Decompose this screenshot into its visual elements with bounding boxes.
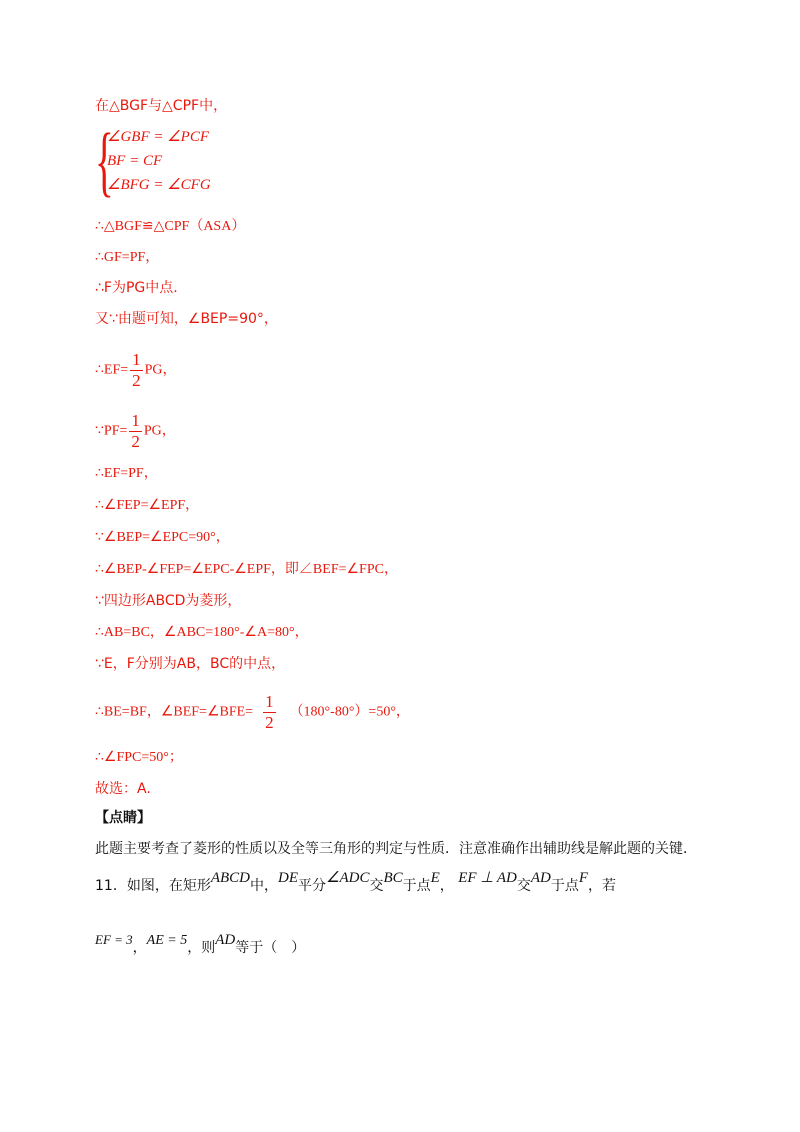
- solution-line-14: ∵E，F分别为AB，BC的中点，: [95, 656, 286, 672]
- answer-line: 故选：A.: [95, 781, 151, 797]
- solution-line-16: ∴∠FPC=50°；: [95, 750, 183, 765]
- solution-line-3: ∴GF=PF，: [95, 250, 160, 265]
- system-row-2: BF = CF: [107, 153, 163, 169]
- solution-line-7: ∵PF= $\frac{1}{2}$ PG，: [95, 411, 176, 451]
- solution-line-9: ∴∠FEP=∠EPF，: [95, 498, 200, 513]
- solution-line-12: ∵四边形ABCD为菱形，: [95, 593, 242, 609]
- solution-line-5: 又∵由题可知，∠BEP=90°，: [95, 311, 278, 327]
- solution-line-2: ∴△BGF≌△CPF（ASA）: [95, 219, 246, 234]
- fraction-half: $\frac{1}{2}$: [265, 692, 274, 732]
- system-row-3: ∠BFG = ∠CFG: [107, 177, 211, 193]
- comment-heading: 【点睛】: [95, 810, 151, 826]
- system-row-1: ∠GBF = ∠PCF: [107, 129, 210, 145]
- solution-line-8: ∴EF=PF，: [95, 466, 158, 481]
- fraction-half: $\frac{1}{2}$: [131, 411, 140, 451]
- solution-line-10: ∵∠BEP=∠EPC=90°，: [95, 530, 230, 545]
- solution-line-1: 在△BGF与△CPF中，: [95, 98, 228, 114]
- solution-line-6: ∴EF= $\frac{1}{2}$ PG，: [95, 350, 177, 390]
- solution-line-4: ∴F为PG中点.: [95, 280, 178, 296]
- solution-line-15: ∴BE=BF，∠BEF=∠BFE= $\frac{1}{2}$ （180°-80°）=50°，: [95, 692, 410, 732]
- question-11-line-2: EF = 3，AE = 5，则AD等于（ ）: [95, 932, 306, 956]
- solution-line-11: ∴∠BEP-∠FEP=∠EPC-∠EPF，即∠BEF=∠FPC，: [95, 562, 398, 577]
- question-11-line-1: 11．如图，在矩形ABCD中，DE平分∠ADC交BC于点E， EF ⊥ AD交AD于点F，若: [95, 870, 617, 894]
- left-brace-icon: {: [95, 117, 114, 204]
- fraction-half: $\frac{1}{2}$: [132, 350, 141, 390]
- comment-text: 此题主要考查了菱形的性质以及全等三角形的判定与性质．注意准确作出辅助线是解此题的关键．: [95, 841, 697, 857]
- solution-line-13: ∴AB=BC，∠ABC=180°-∠A=80°，: [95, 625, 309, 640]
- equation-system: [95, 117, 295, 204]
